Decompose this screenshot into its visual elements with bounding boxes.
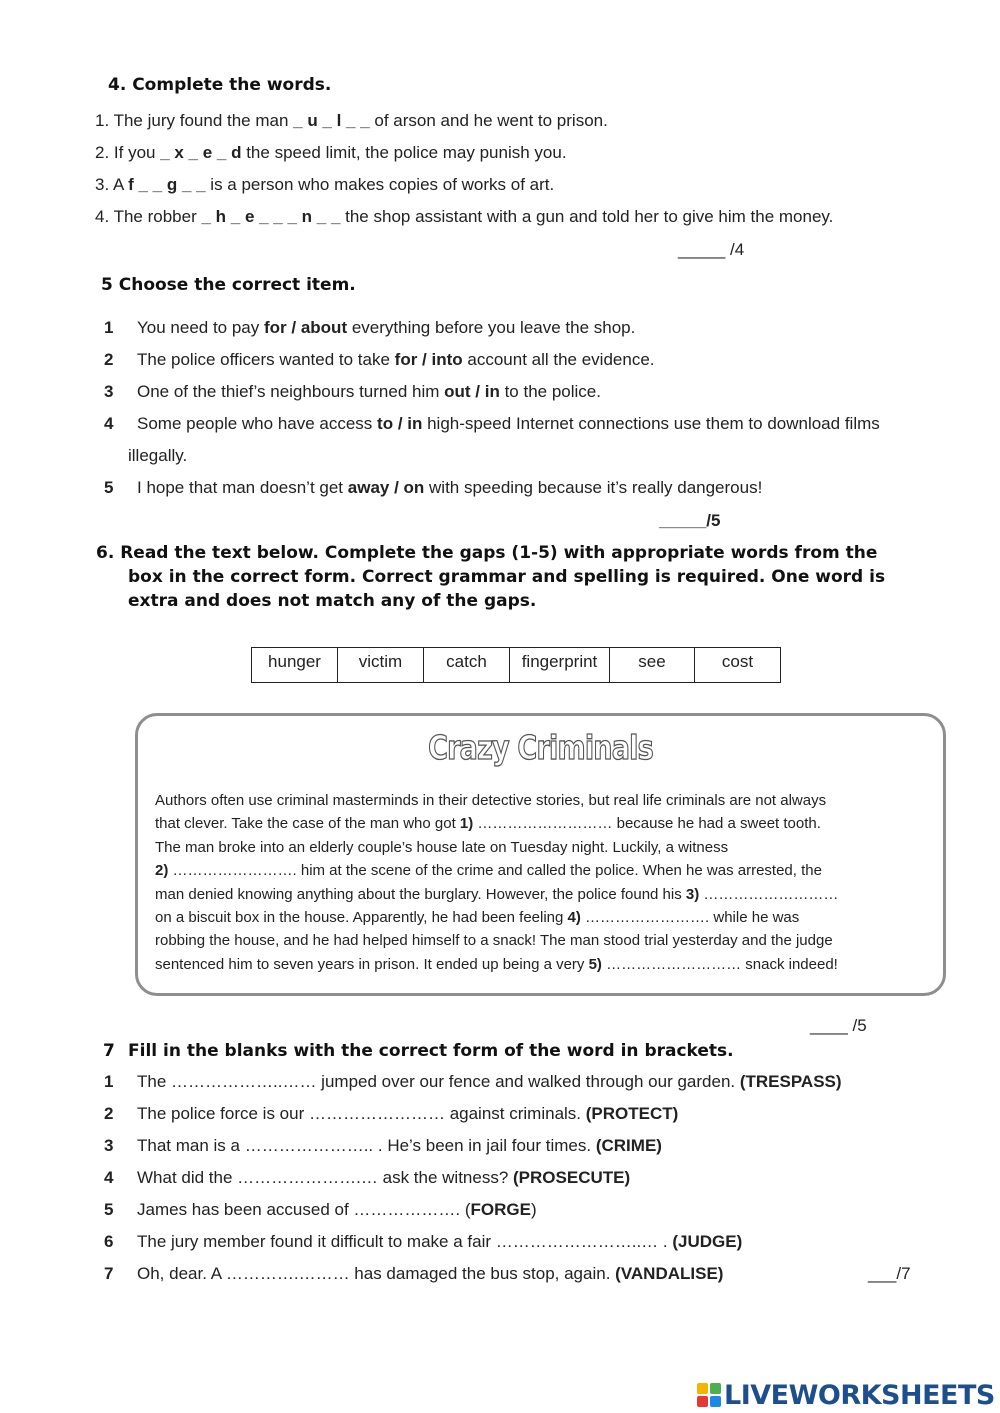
item-number: 3 xyxy=(104,1136,114,1155)
item-text: One of the thief’s neighbours turned him xyxy=(137,382,445,401)
logo-icon xyxy=(697,1383,721,1407)
item-text: Some people who have access xyxy=(137,414,378,433)
section7-item xyxy=(104,1264,723,1284)
story-line xyxy=(155,789,940,812)
word-blank: f _ _ g _ _ xyxy=(128,175,206,194)
item-text: to the police. xyxy=(499,382,601,401)
story-segment: man denied knowing anything about the burglary. However, the police found his xyxy=(155,885,686,903)
story-segment: ……………………. him at the scene of the crime and called the police. When he was arrested, the xyxy=(168,862,822,880)
word-box-cell: see xyxy=(610,648,695,683)
item-number: 3 xyxy=(104,382,114,401)
logo-square xyxy=(710,1383,721,1394)
gap-number: 1) xyxy=(459,815,474,833)
section5-item xyxy=(104,350,655,370)
gap-number: 2) xyxy=(155,862,169,880)
section5-item-continuation: illegally. xyxy=(128,446,188,465)
story-line xyxy=(155,953,940,976)
section7-item xyxy=(104,1232,742,1252)
section5-score: _____/5 xyxy=(659,511,721,530)
item-text: 2. If you xyxy=(95,143,161,162)
section7-item xyxy=(104,1136,662,1156)
story-segment: ……………………… xyxy=(699,885,839,903)
item-text: That man is a ………………….. . He’s been in jail four times. xyxy=(137,1136,596,1155)
logo-text: LIVEWORKSHEETS xyxy=(724,1379,995,1411)
item-number: 7 xyxy=(104,1264,114,1283)
bracket-word: (PROSECUTE) xyxy=(513,1168,631,1187)
story-box xyxy=(135,713,946,996)
item-text: is a person who makes copies of works of art. xyxy=(205,175,555,194)
item-text: James has been accused of ………………. ( xyxy=(137,1200,471,1219)
section7-item xyxy=(104,1168,630,1188)
section6-heading-line-1: 6. Read the text below. Complete the gaps (1-5) with appropriate words from the xyxy=(96,543,878,563)
gap-number: 5) xyxy=(588,955,602,973)
logo-square xyxy=(697,1396,708,1407)
section7-item xyxy=(104,1104,678,1124)
story-segment: on a biscuit box in the house. Apparently, he had been feeling xyxy=(155,909,568,927)
choice-options: to / in xyxy=(377,414,423,433)
story-segment: The man broke into an elderly couple’s house late on Tuesday night. Luckily, a witness xyxy=(155,838,729,856)
item-number: 5 xyxy=(104,478,114,497)
choice-options: away / on xyxy=(347,478,425,497)
section4-item xyxy=(95,207,833,227)
bracket-word: (JUDGE) xyxy=(672,1232,743,1251)
word-blank: _ x _ e _ d xyxy=(160,143,242,162)
item-number: 2 xyxy=(104,1104,114,1123)
story-segment: that clever. Take the case of the man who got xyxy=(155,815,460,833)
word-box-cell: victim xyxy=(338,648,424,683)
story-segment: ……………………. while he was xyxy=(580,909,800,927)
story-line xyxy=(155,859,940,882)
section4-item xyxy=(95,111,608,131)
section7-heading-number: 7 xyxy=(103,1041,115,1061)
logo-square xyxy=(710,1396,721,1407)
bracket-word: (CRIME) xyxy=(595,1136,662,1155)
story-line xyxy=(155,883,940,906)
item-text: 4. The robber xyxy=(95,207,202,226)
story-title: Crazy Criminals xyxy=(428,728,653,767)
section7-item xyxy=(104,1200,537,1220)
bracket-word: (TRESPASS) xyxy=(739,1072,842,1091)
word-box xyxy=(251,647,781,683)
gap-number: 4) xyxy=(567,909,581,927)
item-text: of arson and he went to prison. xyxy=(369,111,608,130)
gap-number: 3) xyxy=(685,885,700,903)
item-text: You need to pay xyxy=(137,318,264,337)
item-text: The police officers wanted to take xyxy=(137,350,395,369)
logo-square xyxy=(697,1383,708,1394)
bracket-word: FORGE xyxy=(470,1200,531,1219)
item-number: 4 xyxy=(104,414,114,433)
liveworksheets-logo xyxy=(697,1378,995,1412)
story-line xyxy=(155,812,940,835)
section5-item xyxy=(104,478,762,498)
item-number: 6 xyxy=(104,1232,114,1251)
item-text: The police force is our …………………… against criminals. xyxy=(137,1104,586,1123)
choice-options: for / into xyxy=(394,350,463,369)
item-text: The ………………..…… jumped over our fence and walked through our garden. xyxy=(137,1072,740,1091)
item-text: with speeding because it’s really dangerous! xyxy=(424,478,763,497)
item-number: 2 xyxy=(104,350,114,369)
word-box-cell: hunger xyxy=(252,648,338,683)
section4-item xyxy=(95,143,567,163)
choice-options: out / in xyxy=(444,382,500,401)
item-text: I hope that man doesn’t get xyxy=(137,478,348,497)
section6-score-text: ____ /5 xyxy=(810,1016,867,1035)
bracket-word: (PROTECT) xyxy=(585,1104,679,1123)
item-text: the shop assistant with a gun and told her to give him the money. xyxy=(340,207,834,226)
section7-score: ___/7 xyxy=(868,1264,911,1283)
item-text: everything before you leave the shop. xyxy=(347,318,636,337)
word-box-cell: catch xyxy=(424,648,510,683)
section7-heading-text: Fill in the blanks with the correct form of the word in brackets. xyxy=(128,1041,734,1061)
section7-heading xyxy=(103,1041,734,1061)
item-text: 3. A xyxy=(95,175,129,194)
item-text: 1. The jury found the man xyxy=(95,111,294,130)
section5-item xyxy=(104,318,635,338)
story-segment: robbing the house, and he had helped himself to a snack! The man stood trial yesterday and the judge xyxy=(155,932,833,950)
bracket-word: (VANDALISE) xyxy=(615,1264,724,1283)
story-segment: Authors often use criminal masterminds in their detective stories, but real life criminals are not always xyxy=(155,792,827,809)
word-box-cell: cost xyxy=(695,648,781,683)
story-line xyxy=(155,929,940,952)
section5-heading: 5 Choose the correct item. xyxy=(101,275,356,295)
story-segment: sentenced him to seven years in prison. It ended up being a very xyxy=(155,955,589,973)
word-blank: _ u _ l _ _ xyxy=(293,111,370,130)
item-text: the speed limit, the police may punish you. xyxy=(241,143,567,162)
story-line xyxy=(155,836,940,859)
story-line xyxy=(155,906,940,929)
item-text: ) xyxy=(530,1200,537,1219)
item-text: account all the evidence. xyxy=(462,350,655,369)
section4-score: _____ /4 xyxy=(678,240,745,259)
item-text: Oh, dear. A ………….……… has damaged the bus stop, again. xyxy=(137,1264,616,1283)
item-number: 1 xyxy=(104,318,114,337)
item-number: 4 xyxy=(104,1168,114,1187)
section4-heading: 4. Complete the words. xyxy=(108,75,332,95)
section6-score xyxy=(810,1016,867,1036)
item-number: 5 xyxy=(104,1200,114,1219)
word-blank: _ h _ e _ _ _ n _ _ xyxy=(201,207,341,226)
section4-item xyxy=(95,175,554,195)
section6-heading-line-2: box in the correct form. Correct grammar and spelling is required. One word is xyxy=(128,567,886,587)
section6-heading-line-3: extra and does not match any of the gaps. xyxy=(128,591,537,611)
item-text: The jury member found it difficult to make a fair ……………………..… . xyxy=(137,1232,673,1251)
story-segment: ……………………… snack indeed! xyxy=(601,955,838,973)
item-text: high-speed Internet connections use them to download films xyxy=(422,414,880,433)
item-text: What did the ………………….… ask the witness? xyxy=(137,1168,514,1187)
item-number: 1 xyxy=(104,1072,114,1091)
section5-item xyxy=(104,382,601,402)
story-text xyxy=(155,789,940,976)
story-segment: ……………………… because he had a sweet tooth. xyxy=(473,815,821,833)
section5-item xyxy=(104,414,880,434)
choice-options: for / about xyxy=(264,318,348,337)
word-box-cell: fingerprint xyxy=(510,648,610,683)
section7-item xyxy=(104,1072,842,1092)
